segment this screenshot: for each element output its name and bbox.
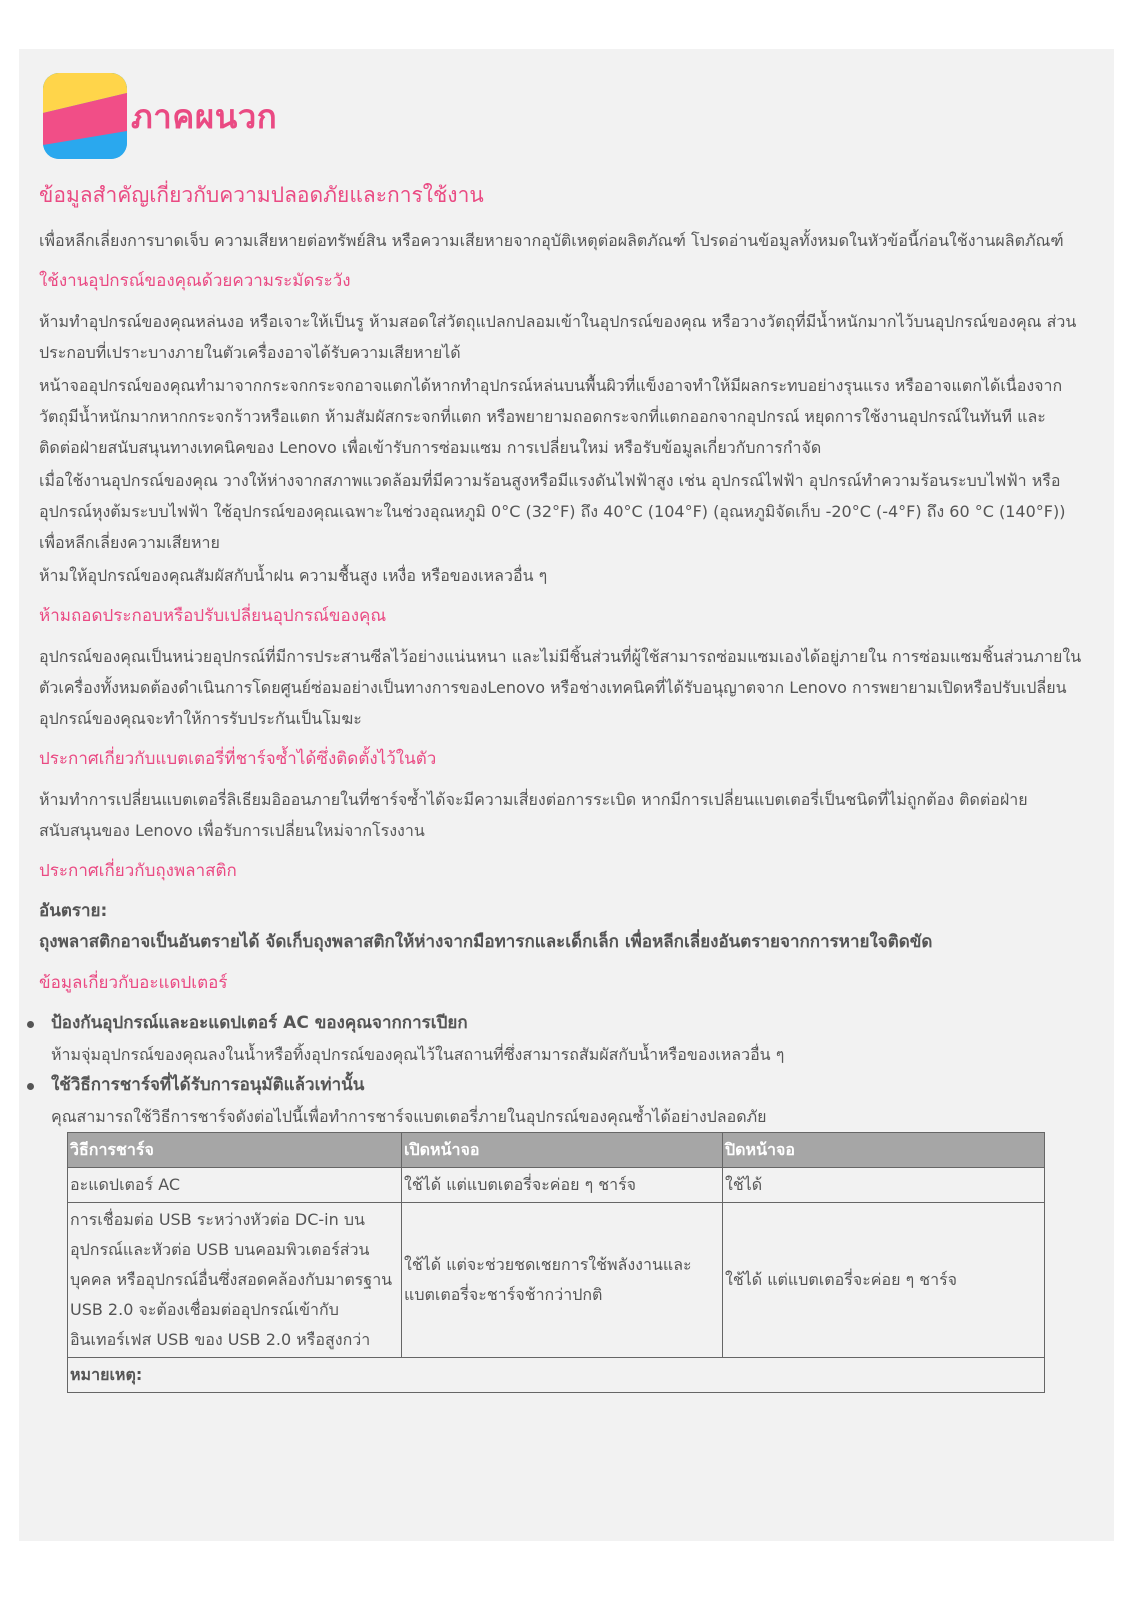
table-header-row xyxy=(68,1133,1045,1168)
charging-methods-table xyxy=(67,1132,1045,1393)
subhead-plastic: ประกาศเกี่ยวกับถุงพลาสติก xyxy=(39,861,237,881)
bullet-text: ห้ามจุ่มอุปกรณ์ของคุณลงในน้ำหรือทิ้งอุปกรณ์ของคุณไว้ในสถานที่ซึ่งสามารถสัมผัสกับน้ำหรือของเหลวอื่น ๆ xyxy=(51,1045,785,1064)
column-header: วิธีการชาร์จ xyxy=(68,1133,402,1168)
battery-paragraph: ห้ามทำการเปลี่ยนแบตเตอรี่ลิเธียมอิออนภายในที่ชาร์จซ้ำได้จะมีความเสี่ยงต่อการระเบิด หากมีการเปลี่ยนแบตเตอรี่เป็นชนิดที่ไม่ถูกต้อง ติดต่อฝ่ายสนับสนุนของ Lenovo เพื่อรับการเปลี่ยนใหม่จากโรงงาน xyxy=(39,790,1028,840)
table-cell: การเชื่อมต่อ USB ระหว่างหัวต่อ DC-in บนอุปกรณ์และหัวต่อ USB บนคอมพิวเตอร์ส่วนบุคคล หรืออุปกรณ์อื่นซึ่งสอดคล้องกับมาตรฐาน USB 2.0 จะต้องเชื่อมต่ออุปกรณ์เข้ากับอินเทอร์เฟส USB ของ USB 2.0 หรือสูงกว่า xyxy=(68,1203,402,1358)
subhead-disassemble: ห้ามถอดประกอบหรือปรับเปลี่ยนอุปกรณ์ของคุณ xyxy=(39,606,387,626)
table-cell: อะแดปเตอร์ AC xyxy=(68,1168,402,1203)
column-header: ปิดหน้าจอ xyxy=(723,1133,1045,1168)
table-cell: ใช้ได้ xyxy=(723,1168,1045,1203)
table-row xyxy=(68,1168,1045,1203)
subhead-adapter: ข้อมูลเกี่ยวกับอะแดปเตอร์ xyxy=(39,973,228,993)
care-paragraph-3: เมื่อใช้งานอุปกรณ์ของคุณ วางให้ห่างจากสภาพแวดล้อมที่มีความร้อนสูงหรือมีแรงดันไฟฟ้าสูง เช่น อุปกรณ์ไฟฟ้า อุปกรณ์ทำความร้อนระบบไฟฟ้า หรืออุปกรณ์หุงต้มระบบไฟฟ้า ใช้อุปกรณ์ของคุณเฉพาะในช่วงอุณหภูมิ 0°C (32°F) ถึง 40°C (104°F) (อุณหภูมิจัดเก็บ -20°C (-4°F) ถึง 60 °C (140°F)) เพื่อหลีกเลี่ยงความเสียหาย xyxy=(39,471,1066,552)
bullet-title: ใช้วิธีการชาร์จที่ได้รับการอนุมัติแล้วเท่านั้น xyxy=(51,1075,365,1095)
care-paragraph-1: ห้ามทำอุปกรณ์ของคุณหล่นงอ หรือเจาะให้เป็นรู ห้ามสอดใส่วัตถุแปลกปลอมเข้าในอุปกรณ์ของคุณ หรือวางวัตถุที่มีน้ำหนักมากไว้บนอุปกรณ์ของคุณ ส่วนประกอบที่เปราะบางภายในตัวเครื่องอาจได้รับความเสียหายได้ xyxy=(39,312,1077,362)
bullet-title: ป้องกันอุปกรณ์และอะแดปเตอร์ AC ของคุณจากการเปียก xyxy=(51,1013,468,1033)
danger-text: ถุงพลาสติกอาจเป็นอันตรายได้ จัดเก็บถุงพลาสติกให้ห่างจากมือทารกและเด็กเล็ก เพื่อหลีกเลี่ยงอันตรายจากการหายใจติดขัด xyxy=(39,932,933,952)
disassemble-paragraph: อุปกรณ์ของคุณเป็นหน่วยอุปกรณ์ที่มีการประสานซีลไว้อย่างแน่นหนา และไม่มีชิ้นส่วนที่ผู้ใช้สามารถซ่อมแซมเองได้อยู่ภายใน การซ่อมแซมชิ้นส่วนภายในตัวเครื่องทั้งหมดต้องดำเนินการโดยศูนย์ซ่อมอย่างเป็นทางการของLenovo หรือช่างเทคนิคที่ได้รับอนุญาตจาก Lenovo การพยายามเปิดหรือปรับเปลี่ยนอุปกรณ์ของคุณจะทำให้การรับประกันเป็นโมฆะ xyxy=(39,647,1082,728)
subhead-care: ใช้งานอุปกรณ์ของคุณด้วยความระมัดระวัง xyxy=(39,271,351,291)
danger-label: อันตราย: xyxy=(39,901,108,921)
care-paragraph-2: หน้าจออุปกรณ์ของคุณทำมาจากกระจกกระจกอาจแตกได้หากทำอุปกรณ์หล่นบนพื้นผิวที่แข็งอาจทำให้มีผลกระทบอย่างรุนแรง หรืออาจแตกได้เนื่องจากวัตถุมีน้ำหนักมากหากกระจกร้าวหรือแตก ห้ามสัมผัสกระจกที่แตก หรือพยายามถอดกระจกที่แตกออกจากอุปกรณ์ หยุดการใช้งานอุปกรณ์ในทันที และติดต่อฝ่ายสนับสนุนทางเทคนิคของ Lenovo เพื่อเข้ารับการซ่อมแซม การเปลี่ยนใหม่ หรือรับข้อมูลเกี่ยวกับการกำจัด xyxy=(39,376,1063,457)
table-row xyxy=(68,1358,1045,1393)
header xyxy=(43,73,277,159)
document-page xyxy=(19,49,1114,1541)
intro-paragraph: เพื่อหลีกเลี่ยงการบาดเจ็บ ความเสียหายต่อทรัพย์สิน หรือความเสียหายจากอุบัติเหตุต่อผลิตภัณฑ์ โปรดอ่านข้อมูลทั้งหมดในหัวข้อนี้ก่อนใช้งานผลิตภัณฑ์ xyxy=(39,231,1064,250)
column-header: เปิดหน้าจอ xyxy=(402,1133,723,1168)
section-title: ข้อมูลสำคัญเกี่ยวกับความปลอดภัยและการใช้งาน xyxy=(39,183,484,207)
table-row xyxy=(68,1203,1045,1358)
subhead-battery: ประกาศเกี่ยวกับแบตเตอรี่ที่ชาร์จซ้ำได้ซึ่งติดตั้งไว้ในตัว xyxy=(39,749,437,769)
list-item xyxy=(23,1070,1068,1132)
lenovo-app-logo-icon xyxy=(43,73,127,159)
bullet-text: คุณสามารถใช้วิธีการชาร์จดังต่อไปนี้เพื่อทำการชาร์จแบตเตอรี่ภายในอุปกรณ์ของคุณซ้ำได้อย่างปลอดภัย xyxy=(51,1107,767,1126)
bullet-dot-icon xyxy=(27,1083,34,1090)
adapter-bullet-list xyxy=(23,1008,1068,1132)
main-content xyxy=(39,177,1084,1393)
table-cell: ใช้ได้ แต่แบตเตอรี่จะค่อย ๆ ชาร์จ xyxy=(402,1168,723,1203)
table-note: หมายเหตุ: xyxy=(68,1358,1045,1393)
care-paragraph-4: ห้ามให้อุปกรณ์ของคุณสัมผัสกับน้ำฝน ความชื้นสูง เหงื่อ หรือของเหลวอื่น ๆ xyxy=(39,566,548,585)
page-title: ภาคผนวก xyxy=(131,96,278,136)
table-cell: ใช้ได้ แต่จะช่วยชดเชยการใช้พลังงานและแบตเตอรี่จะชาร์จช้ากว่าปกติ xyxy=(402,1203,723,1358)
bullet-dot-icon xyxy=(27,1021,34,1028)
table-cell: ใช้ได้ แต่แบตเตอรี่จะค่อย ๆ ชาร์จ xyxy=(723,1203,1045,1358)
list-item xyxy=(23,1008,1068,1070)
